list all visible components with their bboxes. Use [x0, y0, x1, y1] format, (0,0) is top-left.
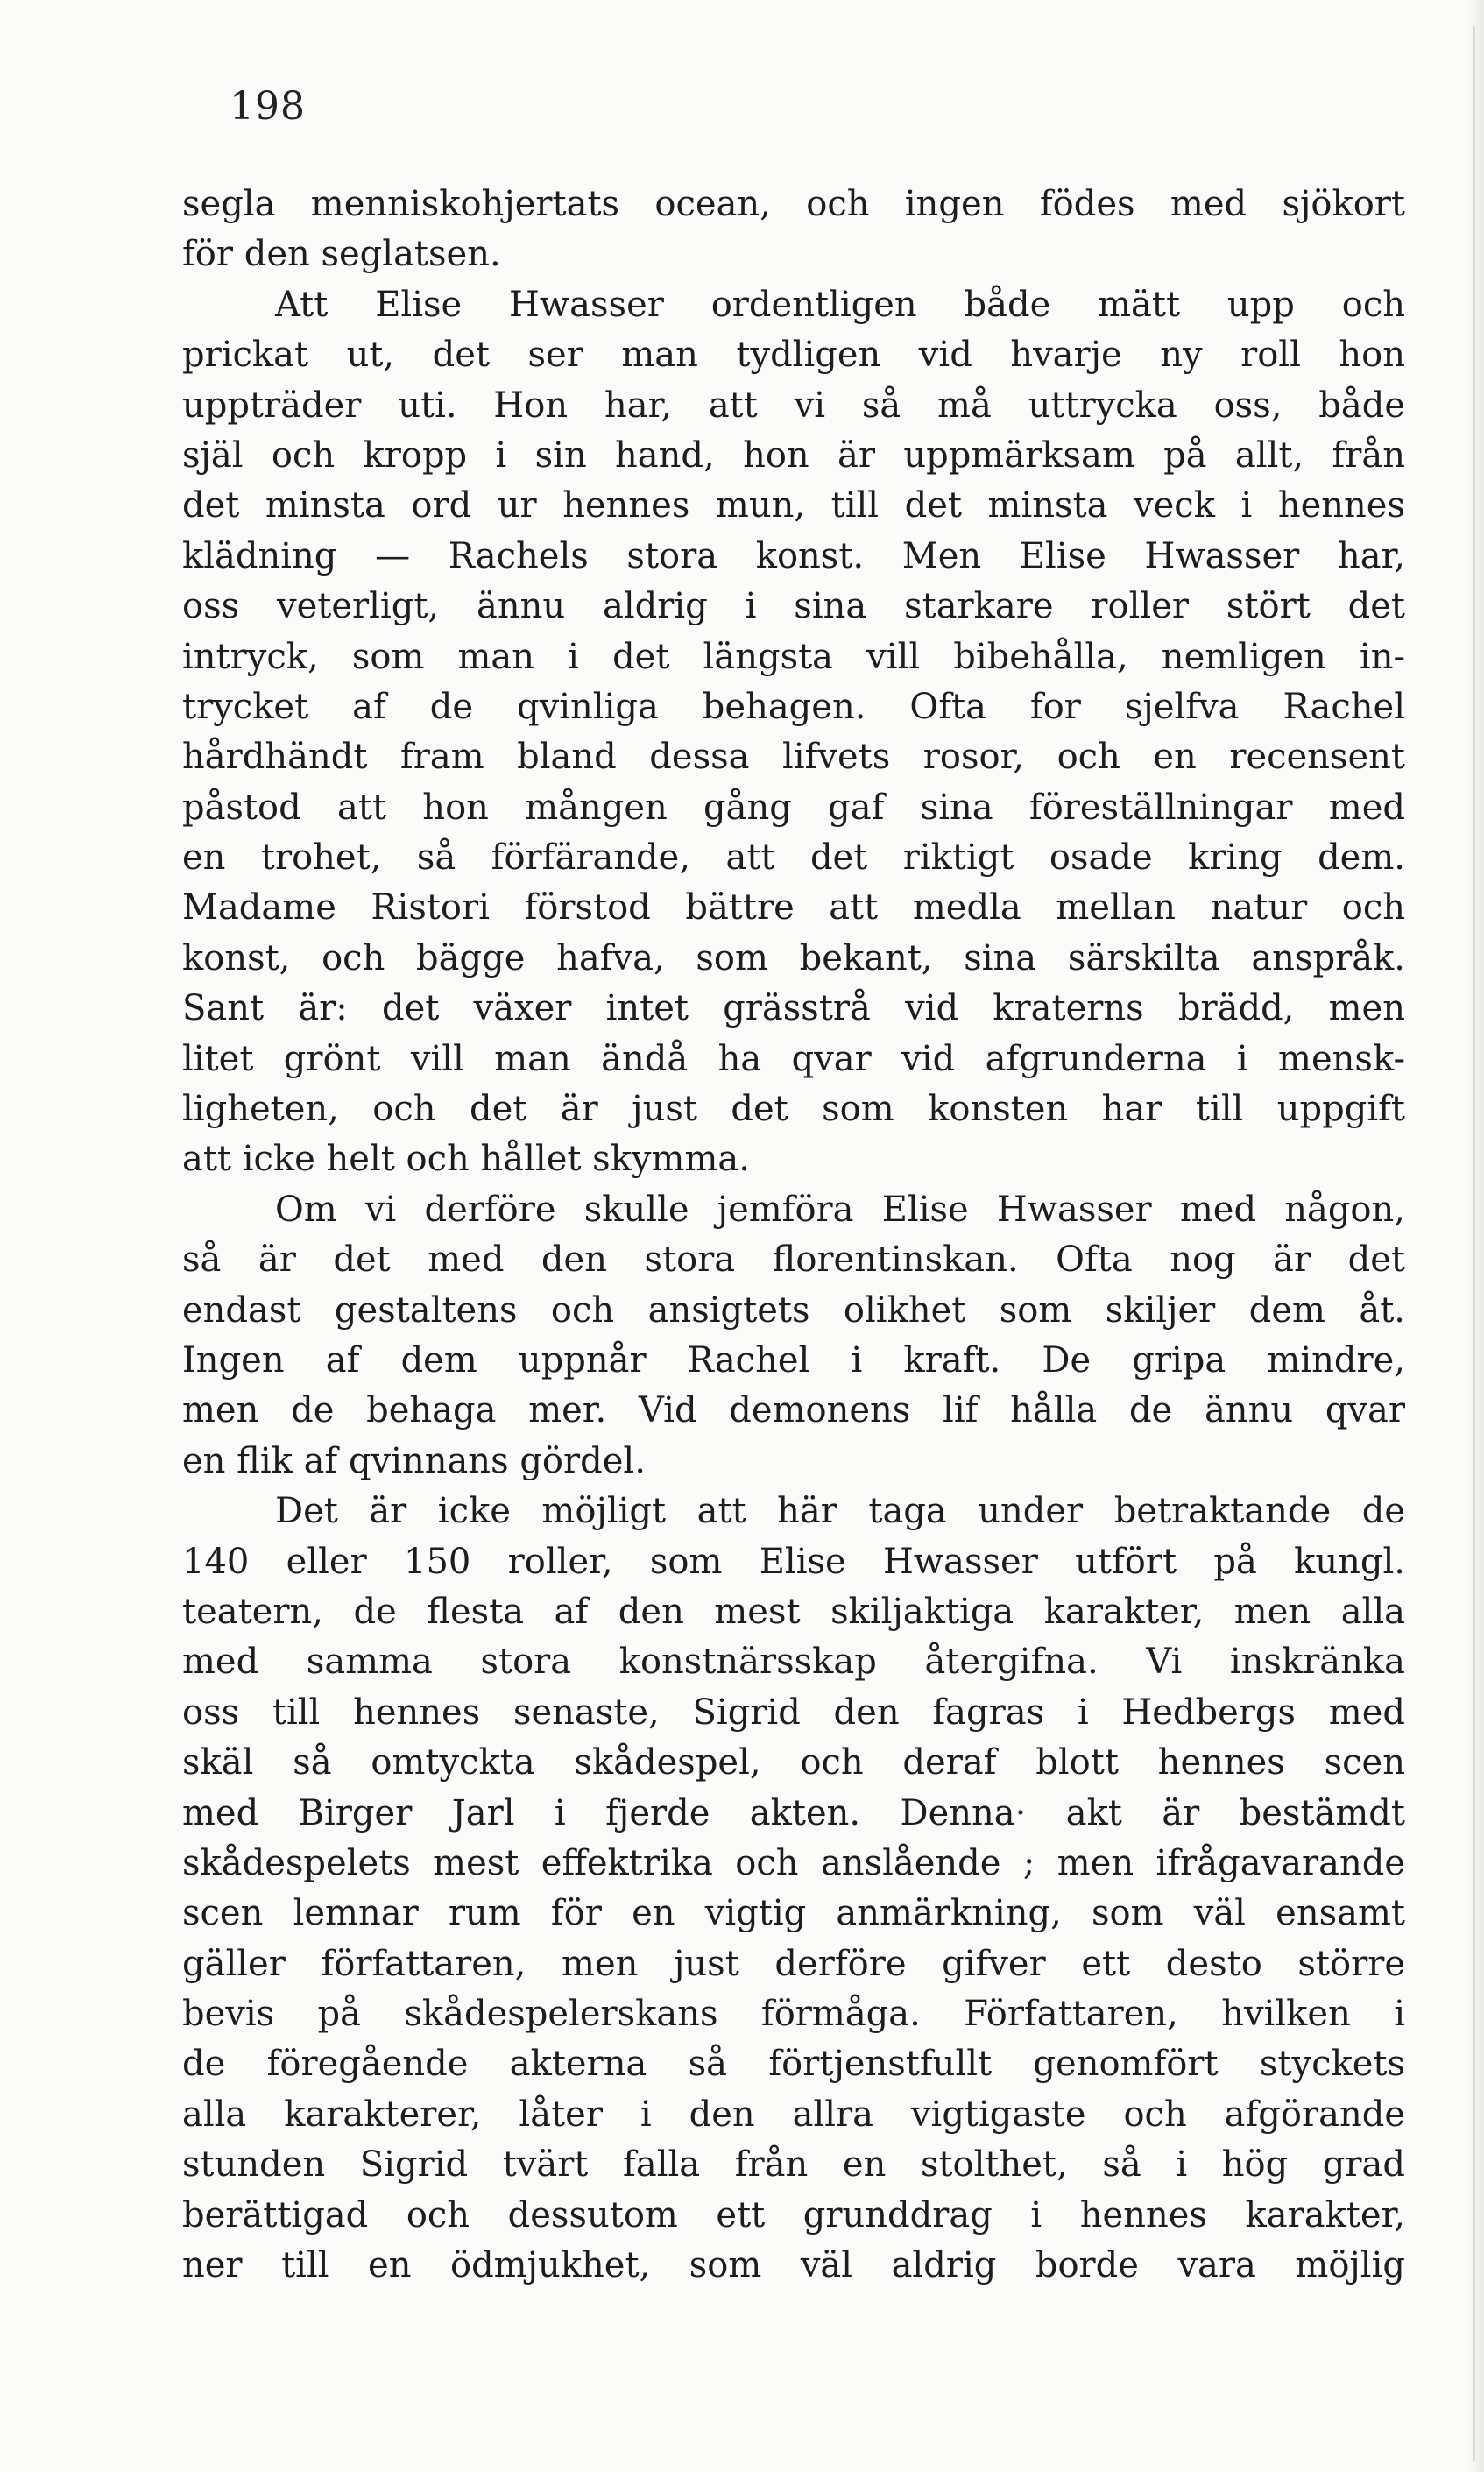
- text-line: de föregående akterna så förtjenstfullt genomfört styckets: [182, 2044, 1405, 2085]
- text-line: klädning — Rachels stora konst. Men Elise Hwasser har,: [182, 535, 1405, 576]
- text-line: oss till hennes senaste, Sigrid den fagras i Hedbergs med: [182, 1692, 1405, 1733]
- text-line: en flik af qvinnans gördel.: [182, 1440, 646, 1481]
- page-number: 198: [230, 84, 306, 129]
- text-line: så är det med den stora florentinskan. Ofta nog är det: [182, 1240, 1405, 1281]
- text-line: konst, och bägge hafva, som bekant, sina särskilta anspråk.: [182, 937, 1405, 978]
- text-line: teatern, de flesta af den mest skiljaktiga karakter, men alla: [182, 1591, 1405, 1632]
- text-line: för den seglatsen.: [182, 234, 501, 275]
- text-line: ner till en ödmjukhet, som väl aldrig borde vara möjlig: [182, 2245, 1405, 2286]
- text-line: 140 eller 150 roller, som Elise Hwasser utfört på kungl.: [182, 1541, 1405, 1582]
- text-line: Ingen af dem uppnår Rachel i kraft. De gripa mindre,: [182, 1339, 1405, 1381]
- text-line: oss veterligt, ännu aldrig i sina starkare roller stört det: [182, 586, 1405, 627]
- text-line: Madame Ristori förstod bättre att medla mellan natur och: [182, 887, 1405, 929]
- text-line: prickat ut, det ser man tydligen vid hvarje ny roll hon: [182, 335, 1405, 376]
- text-line: Att Elise Hwasser ordentligen både mätt upp och: [275, 284, 1405, 325]
- text-line: berättigad och dessutom ett grunddrag i hennes karakter,: [182, 2194, 1405, 2235]
- text-line: hårdhändt fram bland dessa lifvets rosor, och en recensent: [182, 737, 1405, 778]
- text-line: uppträder uti. Hon har, att vi så må uttrycka oss, både: [182, 385, 1405, 426]
- text-line: trycket af de qvinliga behagen. Ofta for sjelfva Rachel: [182, 686, 1405, 727]
- text-line: bevis på skådespelerskans förmåga. Författaren, hvilken i: [182, 1994, 1405, 2035]
- body-text: [182, 180, 1405, 2291]
- text-line: Det är icke möjligt att här taga under betraktande de: [275, 1491, 1405, 1532]
- text-line: intryck, som man i det längsta vill bibehålla, nemligen in-: [182, 636, 1405, 677]
- text-line: endast gestaltens och ansigtets olikhet som skiljer dem åt.: [182, 1289, 1405, 1331]
- text-line: påstod att hon mången gång gaf sina föreställningar med: [182, 787, 1405, 828]
- page-edge-shadow: [1468, 0, 1484, 2472]
- text-line: scen lemnar rum för en vigtig anmärkning, som väl ensamt: [182, 1893, 1405, 1934]
- text-line: en trohet, så förfärande, att det riktigt osade kring dem.: [182, 837, 1405, 879]
- text-line: att icke helt och hållet skymma.: [182, 1139, 750, 1180]
- text-line: segla menniskohjertats ocean, och ingen födes med sjökort: [182, 184, 1405, 224]
- text-line: skådespelets mest effektrika och anslående ; men ifrågavarande: [182, 1842, 1405, 1883]
- text-line: själ och kropp i sin hand, hon är uppmärksam på allt, från: [182, 434, 1405, 476]
- text-line: ligheten, och det är just det som konsten har till uppgift: [182, 1089, 1405, 1130]
- text-line: skäl så omtyckta skådespel, och deraf blott hennes scen: [182, 1742, 1405, 1783]
- text-line: gäller författaren, men just derföre gifver ett desto större: [182, 1943, 1405, 1984]
- text-line: men de behaga mer. Vid demonens lif hålla de ännu qvar: [182, 1390, 1405, 1431]
- text-line: Sant är: det växer intet grässtrå vid kraterns brädd, men: [182, 988, 1405, 1029]
- text-line: med samma stora konstnärsskap återgifna. Vi inskränka: [182, 1642, 1405, 1683]
- text-line: med Birger Jarl i fjerde akten. Denna· akt är bestämdt: [182, 1792, 1405, 1833]
- text-line: Om vi derföre skulle jemföra Elise Hwasser med någon,: [275, 1189, 1405, 1230]
- text-line: litet grönt vill man ändå ha qvar vid afgrunderna i mensk-: [182, 1038, 1405, 1079]
- text-line: det minsta ord ur hennes mun, till det minsta veck i hennes: [182, 485, 1405, 526]
- text-line: stunden Sigrid tvärt falla från en stolthet, så i hög grad: [182, 2144, 1405, 2186]
- text-line: alla karakterer, låter i den allra vigtigaste och afgörande: [182, 2094, 1405, 2135]
